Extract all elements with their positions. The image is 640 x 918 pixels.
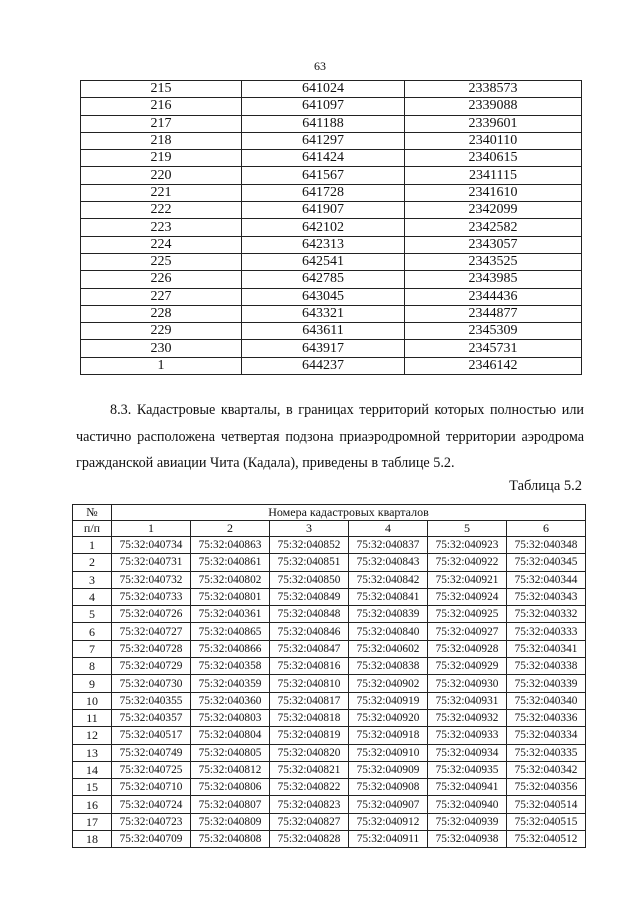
y-coordinate-cell: 2343057 [405, 236, 582, 253]
table-row [81, 150, 582, 167]
cadastral-number-cell: 75:32:040920 [349, 709, 428, 726]
cadastral-number-cell: 75:32:040919 [349, 692, 428, 709]
row-number-cell: 11 [73, 709, 112, 726]
y-coordinate-cell: 2339601 [405, 115, 582, 132]
row-number-cell: 2 [73, 554, 112, 571]
table-row [73, 744, 586, 761]
y-coordinate-cell: 2338573 [405, 81, 582, 98]
table-row [73, 796, 586, 813]
row-number-cell: 14 [73, 761, 112, 778]
cadastral-number-cell: 75:32:040732 [112, 571, 191, 588]
table-row [73, 813, 586, 830]
table-row [73, 606, 586, 623]
cadastral-number-cell: 75:32:040866 [191, 640, 270, 657]
cadastral-number-cell: 75:32:040923 [428, 537, 507, 554]
point-number-cell: 225 [81, 253, 242, 270]
cadastral-number-cell: 75:32:040340 [507, 692, 586, 709]
cadastral-number-cell: 75:32:040849 [270, 588, 349, 605]
y-coordinate-cell: 2341115 [405, 167, 582, 184]
cadastral-number-cell: 75:32:040803 [191, 709, 270, 726]
y-coordinate-cell: 2343985 [405, 271, 582, 288]
row-number-cell: 17 [73, 813, 112, 830]
cadastral-number-cell: 75:32:040334 [507, 727, 586, 744]
cadastral-number-cell: 75:32:040818 [270, 709, 349, 726]
cadastral-number-cell: 75:32:040924 [428, 588, 507, 605]
x-coordinate-cell: 641424 [242, 150, 405, 167]
cadastral-number-cell: 75:32:040939 [428, 813, 507, 830]
cadastral-number-cell: 75:32:040336 [507, 709, 586, 726]
cadastral-number-cell: 75:32:040907 [349, 796, 428, 813]
cadastral-number-cell: 75:32:040932 [428, 709, 507, 726]
cadastral-number-cell: 75:32:040910 [349, 744, 428, 761]
cadastral-number-cell: 75:32:040356 [507, 779, 586, 796]
y-coordinate-cell: 2342099 [405, 202, 582, 219]
y-coordinate-cell: 2341610 [405, 184, 582, 201]
cadastral-number-cell: 75:32:040359 [191, 675, 270, 692]
y-coordinate-cell: 2345309 [405, 323, 582, 340]
cadastral-number-cell: 75:32:040819 [270, 727, 349, 744]
cadastral-number-cell: 75:32:040806 [191, 779, 270, 796]
x-coordinate-cell: 642313 [242, 236, 405, 253]
cadastral-number-cell: 75:32:040342 [507, 761, 586, 778]
cadastral-number-cell: 75:32:040812 [191, 761, 270, 778]
y-coordinate-cell: 2339088 [405, 98, 582, 115]
y-coordinate-cell: 2340110 [405, 132, 582, 149]
x-coordinate-cell: 641567 [242, 167, 405, 184]
cadastral-number-cell: 75:32:040723 [112, 813, 191, 830]
cadastral-number-cell: 75:32:040733 [112, 588, 191, 605]
x-coordinate-cell: 643045 [242, 288, 405, 305]
cadastral-number-cell: 75:32:040941 [428, 779, 507, 796]
cadastral-number-cell: 75:32:040908 [349, 779, 428, 796]
point-number-cell: 229 [81, 323, 242, 340]
table-row [81, 357, 582, 374]
cadastral-number-cell: 75:32:040902 [349, 675, 428, 692]
cadastral-number-cell: 75:32:040514 [507, 796, 586, 813]
cadastral-number-cell: 75:32:040332 [507, 606, 586, 623]
column-number-header: 2 [191, 521, 270, 537]
row-number-cell: 18 [73, 831, 112, 848]
cadastral-number-cell: 75:32:040515 [507, 813, 586, 830]
row-number-cell: 8 [73, 658, 112, 675]
point-number-cell: 226 [81, 271, 242, 288]
cadastral-number-cell: 75:32:040821 [270, 761, 349, 778]
cadastral-number-cell: 75:32:040512 [507, 831, 586, 848]
table-row [81, 323, 582, 340]
cadastral-number-cell: 75:32:040361 [191, 606, 270, 623]
cadastral-number-cell: 75:32:040749 [112, 744, 191, 761]
table-row [73, 727, 586, 744]
cadastral-number-cell: 75:32:040838 [349, 658, 428, 675]
cadastral-number-cell: 75:32:040940 [428, 796, 507, 813]
table-row [81, 202, 582, 219]
row-number-cell: 15 [73, 779, 112, 796]
y-coordinate-cell: 2344436 [405, 288, 582, 305]
point-number-cell: 219 [81, 150, 242, 167]
table-row [81, 184, 582, 201]
cadastral-number-cell: 75:32:040805 [191, 744, 270, 761]
page-number: 63 [314, 59, 326, 73]
table-row [73, 640, 586, 657]
cadastral-number-cell: 75:32:040344 [507, 571, 586, 588]
table-caption: Таблица 5.2 [509, 478, 582, 494]
point-number-cell: 224 [81, 236, 242, 253]
row-number-cell: 16 [73, 796, 112, 813]
cadastral-number-cell: 75:32:040839 [349, 606, 428, 623]
cadastral-number-cell: 75:32:040912 [349, 813, 428, 830]
row-number-cell: 12 [73, 727, 112, 744]
cadastral-number-cell: 75:32:040602 [349, 640, 428, 657]
cadastral-number-cell: 75:32:040333 [507, 623, 586, 640]
row-number-cell: 4 [73, 588, 112, 605]
cadastral-number-cell: 75:32:040918 [349, 727, 428, 744]
cadastral-number-cell: 75:32:040348 [507, 537, 586, 554]
point-number-cell: 218 [81, 132, 242, 149]
cadastral-number-cell: 75:32:040729 [112, 658, 191, 675]
cadastral-number-cell: 75:32:040801 [191, 588, 270, 605]
x-coordinate-cell: 641297 [242, 132, 405, 149]
cadastral-number-cell: 75:32:040841 [349, 588, 428, 605]
x-coordinate-cell: 641024 [242, 81, 405, 98]
row-number-cell: 3 [73, 571, 112, 588]
cadastral-number-cell: 75:32:040863 [191, 537, 270, 554]
cadastral-number-cell: 75:32:040927 [428, 623, 507, 640]
cadastral-number-cell: 75:32:040730 [112, 675, 191, 692]
cadastral-number-cell: 75:32:040823 [270, 796, 349, 813]
table-row [73, 537, 586, 554]
point-number-cell: 230 [81, 340, 242, 357]
table-row [81, 98, 582, 115]
point-number-cell: 1 [81, 357, 242, 374]
y-coordinate-cell: 2345731 [405, 340, 582, 357]
cadastral-number-cell: 75:32:040911 [349, 831, 428, 848]
cadastral-number-cell: 75:32:040820 [270, 744, 349, 761]
cadastral-number-cell: 75:32:040842 [349, 571, 428, 588]
row-number-cell: 7 [73, 640, 112, 657]
table-row [81, 253, 582, 270]
table-row [81, 271, 582, 288]
cadastral-number-cell: 75:32:040355 [112, 692, 191, 709]
cadastral-number-cell: 75:32:040357 [112, 709, 191, 726]
cadastral-number-cell: 75:32:040928 [428, 640, 507, 657]
cadastral-number-cell: 75:32:040930 [428, 675, 507, 692]
table-row [81, 115, 582, 132]
x-coordinate-cell: 642785 [242, 271, 405, 288]
table-row [81, 167, 582, 184]
table-row [73, 692, 586, 709]
x-coordinate-cell: 644237 [242, 357, 405, 374]
cadastral-number-cell: 75:32:040865 [191, 623, 270, 640]
cadastral-number-cell: 75:32:040931 [428, 692, 507, 709]
table-row [73, 761, 586, 778]
point-number-cell: 215 [81, 81, 242, 98]
cadastral-number-cell: 75:32:040727 [112, 623, 191, 640]
column-number-header: 6 [507, 521, 586, 537]
x-coordinate-cell: 643321 [242, 305, 405, 322]
row-number-cell: 6 [73, 623, 112, 640]
cadastral-number-cell: 75:32:040731 [112, 554, 191, 571]
cadastral-number-cell: 75:32:040840 [349, 623, 428, 640]
table-row [81, 132, 582, 149]
point-number-cell: 217 [81, 115, 242, 132]
cadastral-number-cell: 75:32:040846 [270, 623, 349, 640]
table-row [73, 571, 586, 588]
point-number-cell: 228 [81, 305, 242, 322]
header-number-top: № [73, 505, 112, 521]
cadastral-number-cell: 75:32:040935 [428, 761, 507, 778]
cadastral-number-cell: 75:32:040843 [349, 554, 428, 571]
cadastral-number-cell: 75:32:040358 [191, 658, 270, 675]
cadastral-number-cell: 75:32:040929 [428, 658, 507, 675]
cadastral-number-cell: 75:32:040922 [428, 554, 507, 571]
cadastral-number-cell: 75:32:040338 [507, 658, 586, 675]
cadastral-number-cell: 75:32:040709 [112, 831, 191, 848]
point-number-cell: 216 [81, 98, 242, 115]
x-coordinate-cell: 641728 [242, 184, 405, 201]
cadastral-number-cell: 75:32:040804 [191, 727, 270, 744]
cadastral-number-cell: 75:32:040726 [112, 606, 191, 623]
cadastral-number-cell: 75:32:040909 [349, 761, 428, 778]
cadastral-number-cell: 75:32:040725 [112, 761, 191, 778]
cadastral-number-cell: 75:32:040807 [191, 796, 270, 813]
table-row [81, 288, 582, 305]
x-coordinate-cell: 642102 [242, 219, 405, 236]
column-number-header: 4 [349, 521, 428, 537]
y-coordinate-cell: 2346142 [405, 357, 582, 374]
cadastral-number-cell: 75:32:040341 [507, 640, 586, 657]
cadastral-number-cell: 75:32:040343 [507, 588, 586, 605]
x-coordinate-cell: 643917 [242, 340, 405, 357]
cadastral-number-cell: 75:32:040850 [270, 571, 349, 588]
section-paragraph: 8.3. Кадастровые кварталы, в границах территорий которых полностью или частично расположена четвертая подзона приаэродромной территории аэродрома гражданской авиации Чита (Кадала), приведены в таблице 5.2. [76, 402, 584, 471]
table-row [81, 236, 582, 253]
row-number-cell: 10 [73, 692, 112, 709]
cadastral-number-cell: 75:32:040802 [191, 571, 270, 588]
table-row [73, 709, 586, 726]
x-coordinate-cell: 643611 [242, 323, 405, 340]
cadastral-number-cell: 75:32:040938 [428, 831, 507, 848]
y-coordinate-cell: 2340615 [405, 150, 582, 167]
column-number-header: 3 [270, 521, 349, 537]
y-coordinate-cell: 2344877 [405, 305, 582, 322]
table-row [73, 675, 586, 692]
x-coordinate-cell: 641188 [242, 115, 405, 132]
row-number-cell: 13 [73, 744, 112, 761]
cadastral-number-cell: 75:32:040816 [270, 658, 349, 675]
cadastral-number-cell: 75:32:040808 [191, 831, 270, 848]
y-coordinate-cell: 2343525 [405, 253, 582, 270]
cadastral-quarters-table [72, 504, 586, 848]
coordinate-table [80, 80, 582, 375]
cadastral-number-cell: 75:32:040934 [428, 744, 507, 761]
table-row [73, 623, 586, 640]
cadastral-number-cell: 75:32:040848 [270, 606, 349, 623]
table-row [73, 658, 586, 675]
point-number-cell: 222 [81, 202, 242, 219]
table-row [73, 831, 586, 848]
cadastral-number-cell: 75:32:040734 [112, 537, 191, 554]
point-number-cell: 227 [81, 288, 242, 305]
header-cadastral-group: Номера кадастровых кварталов [112, 505, 586, 521]
table-row [81, 81, 582, 98]
cadastral-number-cell: 75:32:040827 [270, 813, 349, 830]
cadastral-number-cell: 75:32:040921 [428, 571, 507, 588]
cadastral-number-cell: 75:32:040809 [191, 813, 270, 830]
point-number-cell: 223 [81, 219, 242, 236]
cadastral-number-cell: 75:32:040822 [270, 779, 349, 796]
table-row [81, 305, 582, 322]
cadastral-number-cell: 75:32:040517 [112, 727, 191, 744]
cadastral-number-cell: 75:32:040728 [112, 640, 191, 657]
point-number-cell: 221 [81, 184, 242, 201]
header-number-bottom: п/п [73, 521, 112, 537]
row-number-cell: 1 [73, 537, 112, 554]
cadastral-number-cell: 75:32:040852 [270, 537, 349, 554]
row-number-cell: 5 [73, 606, 112, 623]
cadastral-number-cell: 75:32:040828 [270, 831, 349, 848]
cadastral-number-cell: 75:32:040810 [270, 675, 349, 692]
table-row [73, 779, 586, 796]
cadastral-number-cell: 75:32:040345 [507, 554, 586, 571]
cadastral-number-cell: 75:32:040724 [112, 796, 191, 813]
cadastral-number-cell: 75:32:040817 [270, 692, 349, 709]
table-row [73, 588, 586, 605]
cadastral-number-cell: 75:32:040360 [191, 692, 270, 709]
table-row [73, 554, 586, 571]
cadastral-number-cell: 75:32:040851 [270, 554, 349, 571]
cadastral-number-cell: 75:32:040335 [507, 744, 586, 761]
cadastral-number-cell: 75:32:040710 [112, 779, 191, 796]
y-coordinate-cell: 2342582 [405, 219, 582, 236]
cadastral-number-cell: 75:32:040925 [428, 606, 507, 623]
cadastral-number-cell: 75:32:040847 [270, 640, 349, 657]
row-number-cell: 9 [73, 675, 112, 692]
cadastral-number-cell: 75:32:040339 [507, 675, 586, 692]
x-coordinate-cell: 642541 [242, 253, 405, 270]
table-row [81, 340, 582, 357]
column-number-header: 5 [428, 521, 507, 537]
cadastral-number-cell: 75:32:040861 [191, 554, 270, 571]
x-coordinate-cell: 641097 [242, 98, 405, 115]
point-number-cell: 220 [81, 167, 242, 184]
x-coordinate-cell: 641907 [242, 202, 405, 219]
cadastral-number-cell: 75:32:040933 [428, 727, 507, 744]
table-row [81, 219, 582, 236]
column-number-header: 1 [112, 521, 191, 537]
cadastral-number-cell: 75:32:040837 [349, 537, 428, 554]
